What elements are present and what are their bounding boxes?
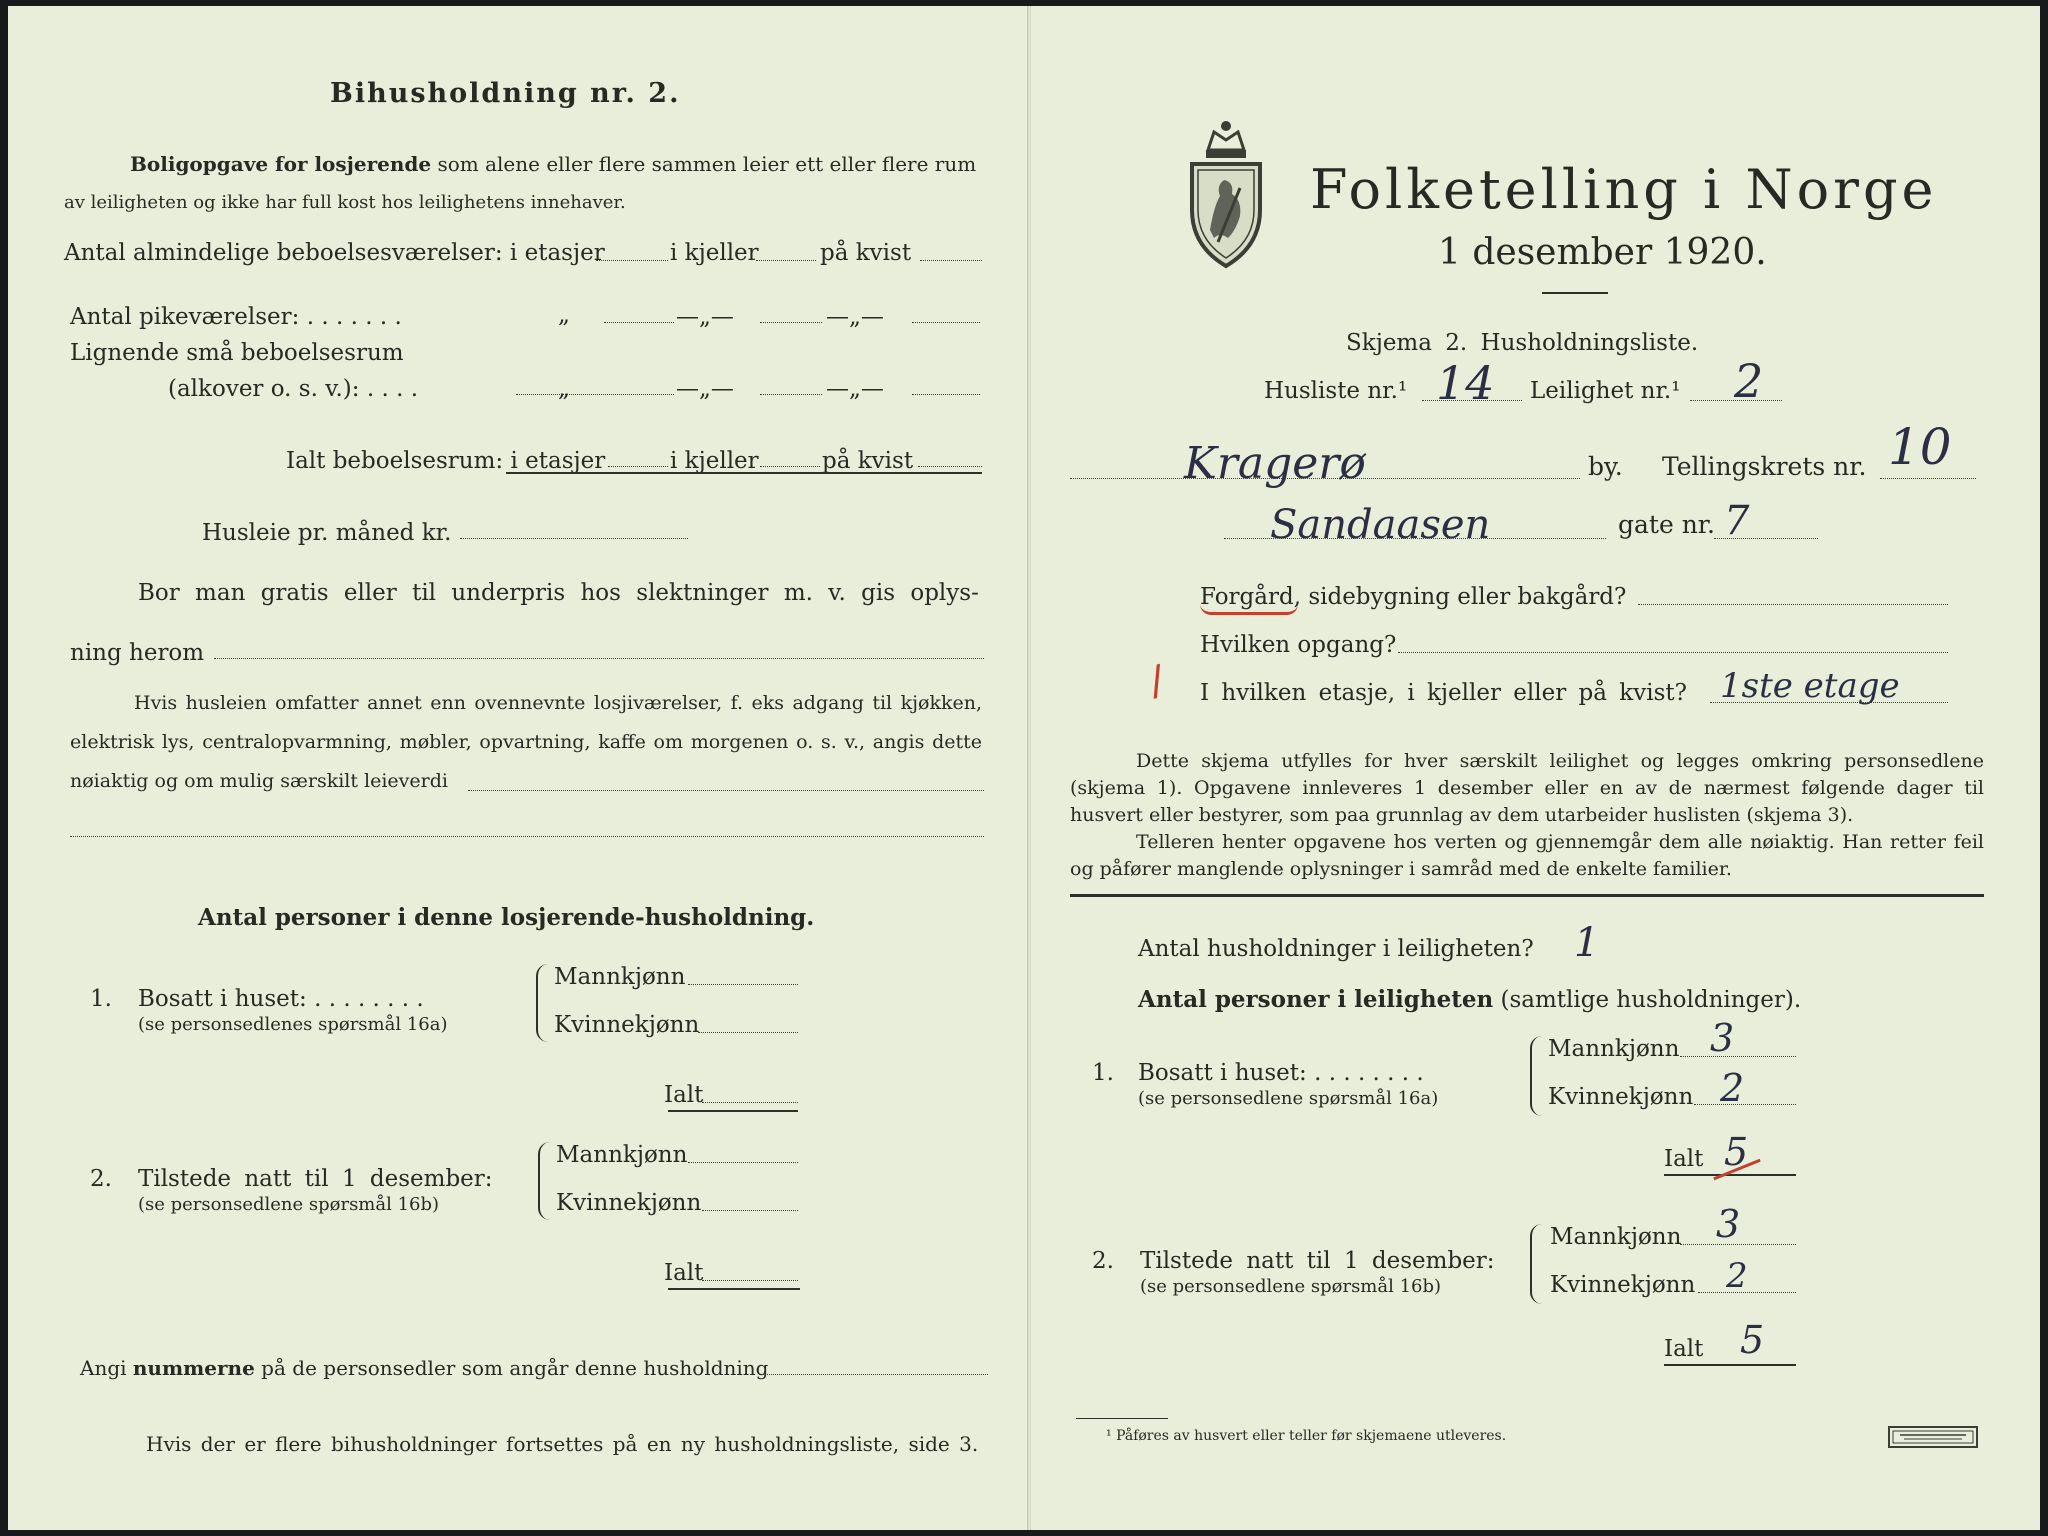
house-list-label: Husliste nr.¹: [1264, 378, 1408, 404]
left-page-title: Bihusholdning nr. 2.: [330, 78, 681, 109]
left-q1-sub: (se personsedlenes spørsmål 16a): [138, 1014, 448, 1035]
persons-bold: Antal personer i leiligheten: [1138, 986, 1494, 1013]
intro-line-2: av leiligheten og ikke har full kost hos leilighetens innehaver.: [64, 192, 626, 213]
intro-line-1: [130, 152, 976, 176]
apartment-value[interactable]: 2: [1734, 354, 1764, 408]
rooms-cellar-label: i kjeller: [670, 240, 759, 266]
right-q1-total-underline: [1664, 1174, 1796, 1176]
small-ditto-1: „: [558, 376, 570, 402]
rooms-cellar-field[interactable]: [756, 260, 816, 261]
right-q1-female-label: Kvinnekjønn: [1548, 1084, 1694, 1110]
floor-field: [1710, 702, 1948, 703]
rooms-attic-field[interactable]: [920, 260, 982, 261]
left-q2-male-field[interactable]: [688, 1162, 798, 1163]
total-rooms-cellar-field[interactable]: [760, 466, 820, 467]
households-label: Antal husholdninger i leiligheten?: [1138, 936, 1534, 962]
right-q1-total-label: Ialt: [1664, 1146, 1704, 1172]
floor-value[interactable]: 1ste etage: [1720, 666, 1900, 706]
free-rent-line-1: Bor man gratis eller til underpris hos slektninger m. v. gis oplys-: [138, 580, 979, 606]
numbers-line: [80, 1356, 768, 1380]
right-q2-female-label: Kvinnekjønn: [1550, 1272, 1696, 1298]
left-q2-female-field[interactable]: [702, 1210, 798, 1211]
red-check-mark: /: [1145, 657, 1169, 705]
district-label: Tellingskrets nr.: [1662, 452, 1867, 481]
intro-bold: Boligopgave for losjerende: [130, 152, 432, 176]
right-q1-total-value[interactable]: 5: [1724, 1130, 1749, 1174]
left-q2-total-label: Ialt: [664, 1260, 704, 1286]
persons-rest: (samtlige husholdninger).: [1493, 987, 1802, 1013]
floor-question: I hvilken etasje, i kjeller eller på kvist?: [1200, 680, 1687, 706]
left-q2-sub: (se personsedlene spørsmål 16b): [138, 1194, 440, 1215]
left-q1-total-underline: [668, 1110, 798, 1112]
footnote: ¹ Påføres av husvert eller teller før skjemaene utleveres.: [1106, 1428, 1507, 1444]
title-rule: [1542, 292, 1608, 294]
right-q2-total-label: Ialt: [1664, 1336, 1704, 1362]
left-q1-female-label: Kvinnekjønn: [554, 1012, 700, 1038]
maid-ditto-2: —„—: [676, 304, 734, 330]
street-number-field: [1714, 538, 1818, 539]
right-q2-brace: [1530, 1224, 1542, 1304]
right-q2-number: 2.: [1092, 1248, 1114, 1274]
small-rooms-attic-field[interactable]: [912, 394, 980, 395]
right-q2-sub: (se personsedlene spørsmål 16b): [1140, 1276, 1442, 1297]
rent-note-field[interactable]: [468, 790, 984, 791]
left-q1-female-field[interactable]: [698, 1032, 798, 1033]
form-date: 1 desember 1920.: [1438, 232, 1767, 273]
rent-note: Hvis husleien omfatter annet enn ovennevnte losjiværelser, f. eks adgang til kjøkken, elektrisk lys, centralopvarmning, møbler, opvartning, kaffe om morgenen o. s. v., angis dette nøiaktig og om mulig særskilt leieverdi: [70, 692, 982, 792]
maid-rooms-label: Antal pikeværelser: . . . . . . .: [70, 304, 402, 330]
right-q1-number: 1.: [1092, 1060, 1114, 1086]
page-fold: [1027, 6, 1031, 1530]
free-rent-line-2: ning herom: [70, 640, 205, 666]
left-q2-brace: [538, 1142, 550, 1220]
left-q2-number: 2.: [90, 1166, 112, 1192]
total-rooms-floor-field[interactable]: [608, 466, 668, 467]
small-ditto-2: —„—: [676, 376, 734, 402]
households-value[interactable]: 1: [1574, 920, 1600, 966]
right-q2-male-field: [1680, 1244, 1796, 1245]
right-q1-female-value[interactable]: 2: [1720, 1066, 1745, 1110]
rent-label: Husleie pr. måned kr.: [202, 520, 452, 546]
rooms-floor-field[interactable]: [596, 260, 668, 261]
schema-label: Skjema 2. Husholdningsliste.: [1346, 330, 1699, 356]
small-rooms-cellar-field[interactable]: [760, 394, 822, 395]
district-field: [1880, 478, 1976, 479]
rent-note-field-2[interactable]: [70, 836, 984, 837]
left-q1-male-label: Mannkjønn: [554, 964, 686, 990]
right-q2-total-value[interactable]: 5: [1740, 1318, 1765, 1362]
right-q2-female-value[interactable]: 2: [1726, 1256, 1748, 1296]
small-rooms-label-1: Lignende små beboelsesrum: [70, 340, 404, 366]
apartment-field: [1690, 400, 1782, 401]
free-rent-field[interactable]: [214, 658, 984, 659]
left-persons-heading: Antal personer i denne losjerende-husholdning.: [198, 904, 815, 931]
footnote-rule: [1076, 1418, 1168, 1419]
persons-heading: [1138, 986, 1801, 1013]
maid-rooms-cellar-field[interactable]: [760, 322, 822, 323]
small-ditto-3: —„—: [826, 376, 884, 402]
house-list-value[interactable]: 14: [1436, 356, 1495, 410]
right-q2-female-field: [1698, 1292, 1796, 1293]
street-field: [1224, 538, 1606, 539]
town-label: by.: [1588, 452, 1623, 481]
right-q2-total-underline: [1664, 1364, 1796, 1366]
instructions-paragraph-1: Dette skjema utfylles for hver særskilt leilighet og legges omkring personsedlene (skjema 1). Opgavene innleveres 1 desember eller en av de nærmest følgende dager til husvert eller bestyrer, som paa grunnlag av dem utarbeider huslisten (skjema 3).: [1070, 750, 1984, 826]
street-value[interactable]: Sandaasen: [1270, 502, 1491, 548]
entrance-question: Hvilken opgang?: [1200, 632, 1397, 658]
numbers-post: på de personsedler som angår denne husholdning: [254, 1356, 769, 1380]
numbers-field[interactable]: [762, 1374, 988, 1375]
instructions-rule: [1070, 894, 1984, 897]
numbers-bold: nummerne: [132, 1356, 255, 1380]
numbers-pre: Angi: [80, 1356, 133, 1380]
maid-ditto-3: —„—: [826, 304, 884, 330]
district-value[interactable]: 10: [1888, 418, 1952, 476]
red-underline-mark: [1200, 604, 1298, 615]
street-label: gate nr.: [1618, 510, 1715, 539]
town-value[interactable]: Kragerø: [1184, 438, 1366, 489]
left-q1-total-field[interactable]: [702, 1102, 798, 1103]
left-q2-label: Tilstede natt til 1 desember:: [138, 1166, 493, 1192]
left-q1-brace: [536, 964, 548, 1042]
apartment-label: Leilighet nr.¹: [1530, 378, 1681, 404]
right-q2-label: Tilstede natt til 1 desember:: [1140, 1248, 1495, 1274]
entrance-field[interactable]: [1398, 652, 1948, 653]
norwegian-coat-of-arms-icon: [1184, 110, 1268, 270]
total-rooms-underline: [506, 472, 982, 474]
rooms-attic-label: på kvist: [820, 240, 912, 266]
small-rooms-label-2: (alkover o. s. v.): . . . .: [168, 376, 419, 402]
rooms-label: Antal almindelige beboelsesværelser: i etasjer: [64, 240, 605, 266]
house-list-field: [1422, 400, 1522, 401]
left-q1-total-label: Ialt: [664, 1082, 704, 1108]
left-q2-total-underline: [668, 1288, 800, 1290]
street-number-value[interactable]: 7: [1724, 498, 1750, 544]
right-q1-label: Bosatt i huset: . . . . . . . .: [1138, 1060, 1424, 1086]
left-q1-number: 1.: [90, 986, 112, 1012]
right-q1-brace: [1530, 1036, 1542, 1116]
printer-stamp-icon: [1888, 1426, 1978, 1448]
right-q1-male-field: [1680, 1056, 1796, 1057]
right-q1-male-label: Mannkjønn: [1548, 1036, 1680, 1062]
total-rooms-attic-field[interactable]: [918, 466, 982, 467]
left-q1-male-field[interactable]: [688, 984, 798, 985]
small-rooms-floor-field[interactable]: [516, 394, 674, 395]
form-title: Folketelling i Norge: [1310, 158, 1938, 221]
left-q1-label: Bosatt i huset: . . . . . . . .: [138, 986, 424, 1012]
town-field: [1070, 478, 1580, 479]
left-q2-female-label: Kvinnekjønn: [556, 1190, 702, 1216]
continue-note: Hvis der er flere bihusholdninger fortsettes på en ny husholdningsliste, side 3.: [146, 1432, 979, 1456]
right-q1-male-value[interactable]: 3: [1710, 1016, 1735, 1060]
right-q2-male-label: Mannkjønn: [1550, 1224, 1682, 1250]
intro-rest: som alene eller flere sammen leier ett eller flere rum: [431, 152, 977, 176]
left-q2-total-field[interactable]: [702, 1280, 798, 1281]
census-form-sheet: [8, 6, 2040, 1530]
instructions-paragraph-2: Telleren henter opgavene hos verten og gjennemgår dem alle nøiaktig. Han retter feil og påfører manglende oplysninger i samråd med de enkelte familier.: [1070, 831, 1984, 880]
yard-question: Forgård, sidebygning eller bakgård?: [1200, 584, 1627, 610]
left-q2-male-label: Mannkjønn: [556, 1142, 688, 1168]
total-rooms-label: Ialt beboelsesrum: i etasjer: [286, 448, 606, 474]
right-q1-sub: (se personsedlene spørsmål 16a): [1138, 1088, 1439, 1109]
rent-field[interactable]: [460, 538, 688, 539]
right-q2-male-value[interactable]: 3: [1716, 1202, 1741, 1246]
maid-rooms-attic-field[interactable]: [912, 322, 980, 323]
maid-rooms-floor-field[interactable]: [604, 322, 674, 323]
total-rooms-attic-label: på kvist: [822, 448, 914, 474]
maid-ditto-1: „: [558, 302, 570, 328]
total-rooms-cellar-label: i kjeller: [670, 448, 759, 474]
yard-field[interactable]: [1638, 604, 1948, 605]
right-q1-female-field: [1694, 1104, 1796, 1105]
